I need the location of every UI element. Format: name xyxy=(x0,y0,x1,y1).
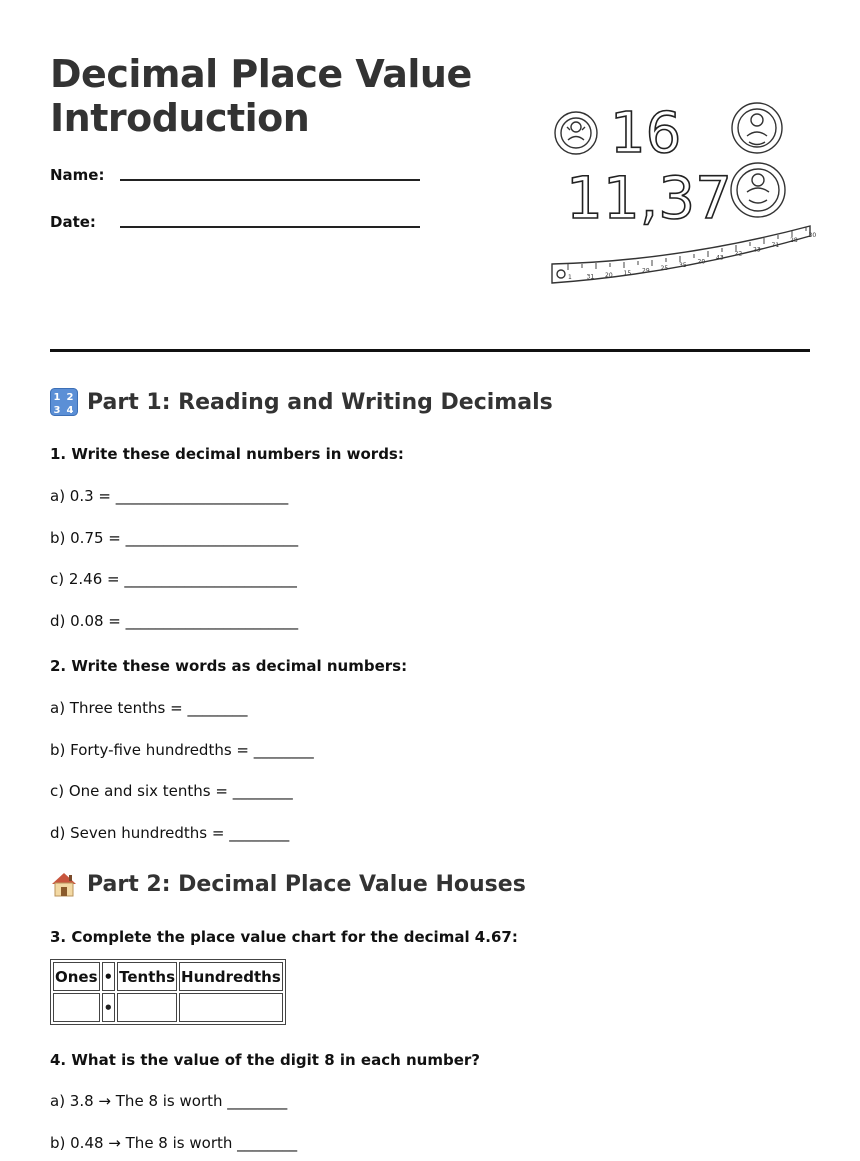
ruler-label: 29 xyxy=(642,267,650,275)
question-2: 2. Write these words as decimal numbers: xyxy=(50,657,408,675)
ruler-label: 1 xyxy=(568,274,572,281)
title-line-1: Decimal Place Value xyxy=(50,52,472,96)
hundredths-answer-cell[interactable] xyxy=(179,993,283,1022)
name-label: Name: xyxy=(50,166,105,184)
place-value-header-row xyxy=(53,962,283,991)
ruler-label: 20 xyxy=(697,258,706,266)
ruler-label: 25 xyxy=(660,264,669,272)
title-line-2: Introduction xyxy=(50,96,310,140)
header-hundredths: Hundredths xyxy=(179,962,283,991)
ruler-label: 43 xyxy=(716,254,724,262)
place-value-answer-row xyxy=(53,993,283,1022)
svg-text:2: 2 xyxy=(66,392,74,403)
part1-heading xyxy=(50,388,553,416)
name-blank-line[interactable] xyxy=(120,179,420,181)
date-blank-line[interactable] xyxy=(120,226,420,228)
question-3: 3. Complete the place value chart for the decimal 4.67: xyxy=(50,928,518,946)
ruler-label: 71 xyxy=(771,241,780,249)
outlined-number-top: 16 xyxy=(610,101,682,166)
part1-title: Part 1: Reading and Writing Decimals xyxy=(87,389,553,415)
q1-item-b[interactable]: b) 0.75 = _______________________ xyxy=(50,529,299,547)
ruler-label: 30 xyxy=(808,232,817,239)
ruler-ticks xyxy=(568,227,806,270)
worksheet-title xyxy=(50,52,472,140)
q4-item-a[interactable]: a) 3.8 → The 8 is worth ________ xyxy=(50,1092,288,1110)
coins-ruler-illustration xyxy=(548,96,817,291)
coin-icon xyxy=(731,163,785,217)
q4-item-b[interactable]: b) 0.48 → The 8 is worth ________ xyxy=(50,1134,298,1152)
header-ones: Ones xyxy=(53,962,100,991)
svg-text:4: 4 xyxy=(66,405,74,416)
place-value-chart xyxy=(50,959,286,1025)
question-4: 4. What is the value of the digit 8 in each number? xyxy=(50,1051,480,1069)
part2-title: Part 2: Decimal Place Value Houses xyxy=(87,871,526,897)
ruler-label: 28 xyxy=(790,237,798,245)
q1-item-d[interactable]: d) 0.08 = _______________________ xyxy=(50,612,299,630)
ruler-label: 31 xyxy=(586,273,595,281)
ruler-label: 22 xyxy=(734,250,743,258)
question-1: 1. Write these decimal numbers in words: xyxy=(50,445,404,463)
header-tenths: Tenths xyxy=(117,962,177,991)
q2-item-a[interactable]: a) Three tenths = ________ xyxy=(50,699,248,717)
coin-icon xyxy=(555,112,597,154)
ruler-label: 20 xyxy=(605,271,613,279)
header-decimal-point: • xyxy=(102,962,116,991)
coin-icon xyxy=(732,103,782,153)
q1-item-c[interactable]: c) 2.46 = _______________________ xyxy=(50,570,297,588)
q2-item-d[interactable]: d) Seven hundredths = ________ xyxy=(50,824,290,842)
ones-answer-cell[interactable] xyxy=(53,993,100,1022)
numbers-keycap-icon xyxy=(50,388,78,416)
house-icon xyxy=(50,870,78,898)
ruler-label: 35 xyxy=(679,261,687,269)
part2-heading xyxy=(50,870,526,898)
ruler-labels xyxy=(568,232,816,281)
ruler-label: 15 xyxy=(623,269,632,277)
header-divider xyxy=(50,349,810,352)
q2-item-c[interactable]: c) One and six tenths = ________ xyxy=(50,782,293,800)
name-field xyxy=(50,166,104,184)
q1-item-a[interactable]: a) 0.3 = _______________________ xyxy=(50,487,289,505)
outlined-number-bottom: 11,37 xyxy=(566,164,733,232)
svg-text:3: 3 xyxy=(53,405,61,416)
decimal-point-cell: • xyxy=(102,993,116,1022)
date-label: Date: xyxy=(50,213,96,231)
svg-text:1: 1 xyxy=(53,392,61,403)
tenths-answer-cell[interactable] xyxy=(117,993,177,1022)
ruler-label: 23 xyxy=(753,246,761,254)
q2-item-b[interactable]: b) Forty-five hundredths = ________ xyxy=(50,741,314,759)
date-field xyxy=(50,213,96,231)
